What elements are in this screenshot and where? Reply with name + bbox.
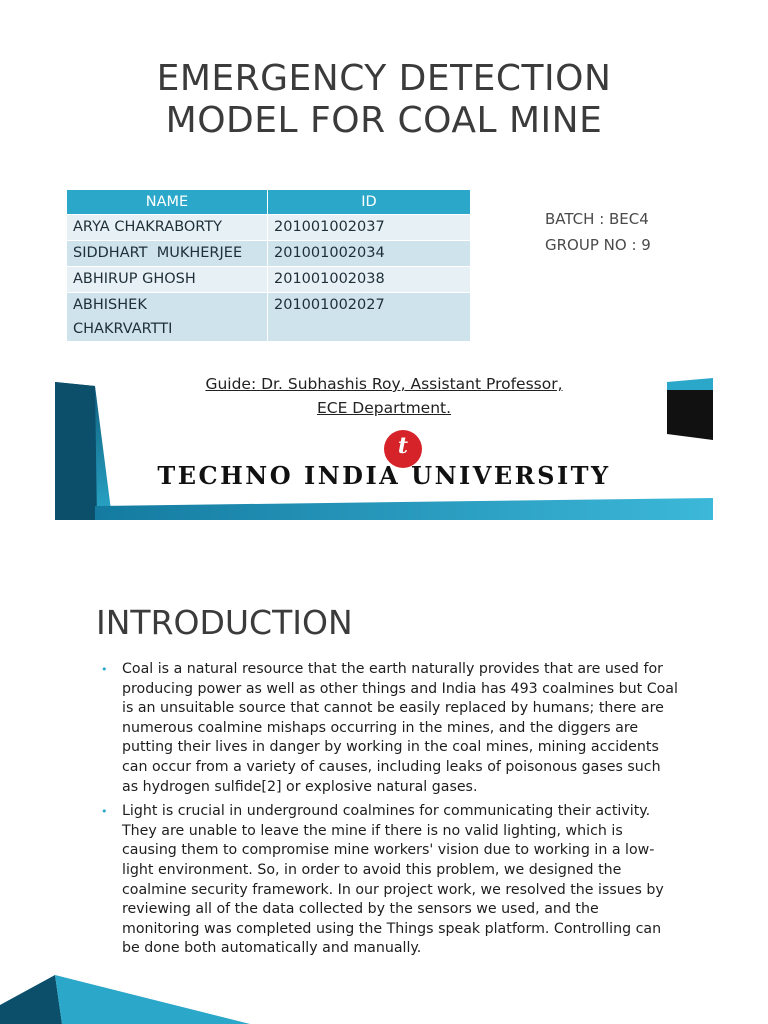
- bullet-list: [100, 660, 680, 964]
- bullet-text: Coal is a natural resource that the earth naturally provides that are used for producing power as well as other things and India has 493 coalmines but Coal is an unsuitable source that cannot be easily replaced by humans; there are numerous coalmine mishaps occurring in the mines, and the diggers are putting their lives in danger by working in the coal mines, mining accidents can occur from a variety of causes, including leaks of poisonous gases such as hydrogen sulfide[2] or explosive natural gases.: [122, 661, 678, 795]
- list-item: [100, 660, 680, 797]
- university-name: TECHNO INDIA UNIVERSITY: [157, 461, 611, 490]
- title-line-2: MODEL FOR COAL MINE: [165, 100, 603, 141]
- member-name: SIDDHART MUKHERJEE: [67, 241, 268, 267]
- title-line-1: EMERGENCY DETECTION: [156, 58, 612, 99]
- member-name: ABHIRUP GHOSH: [67, 267, 268, 293]
- techno-india-logo-icon: t: [384, 430, 422, 468]
- table-row: [67, 267, 471, 293]
- group-label: GROUP NO : 9: [545, 236, 651, 254]
- member-id: 201001002038: [268, 267, 471, 293]
- guide-line-2: ECE Department.: [316, 399, 452, 417]
- bullet-text: Light is crucial in underground coalmines for communicating their activity. They are unable to leave the mine if there is no valid lighting, which is causing them to compromise mine workers' vision due to working in a low-light environment. So, in order to avoid this problem, we designed the coalmine security framework. In our project work, we resolved the issues by reviewing all of the data collected by the sensors we used, and the monitoring was completed using the Things speak platform. Controlling can be done both automatically and manually.: [122, 803, 664, 957]
- guide-info: [55, 372, 713, 420]
- batch-label: BATCH : BEC4: [545, 210, 649, 228]
- table-row: [67, 215, 471, 241]
- column-header-id: ID: [268, 190, 471, 215]
- list-item: [100, 802, 680, 959]
- slide-title-heading: [0, 58, 768, 142]
- member-name: ABHISHEK CHAKRVARTTI: [67, 293, 268, 342]
- member-id: 201001002037: [268, 215, 471, 241]
- members-table: [66, 189, 471, 342]
- bullet-icon: •: [101, 663, 108, 676]
- guide-line-1: Guide: Dr. Subhashis Roy, Assistant Professor,: [205, 375, 563, 393]
- slide-introduction: [0, 545, 768, 1024]
- bullet-icon: •: [101, 805, 108, 819]
- member-name: ARYA CHAKRABORTY: [67, 215, 268, 241]
- corner-decoration: [0, 975, 260, 1024]
- column-header-name: NAME: [67, 190, 268, 215]
- member-id: 201001002027: [268, 293, 471, 342]
- table-header-row: [67, 190, 471, 215]
- batch-info: [545, 206, 651, 258]
- section-heading: INTRODUCTION: [96, 603, 353, 642]
- table-row: [67, 293, 471, 342]
- member-id: 201001002034: [268, 241, 471, 267]
- table-row: [67, 241, 471, 267]
